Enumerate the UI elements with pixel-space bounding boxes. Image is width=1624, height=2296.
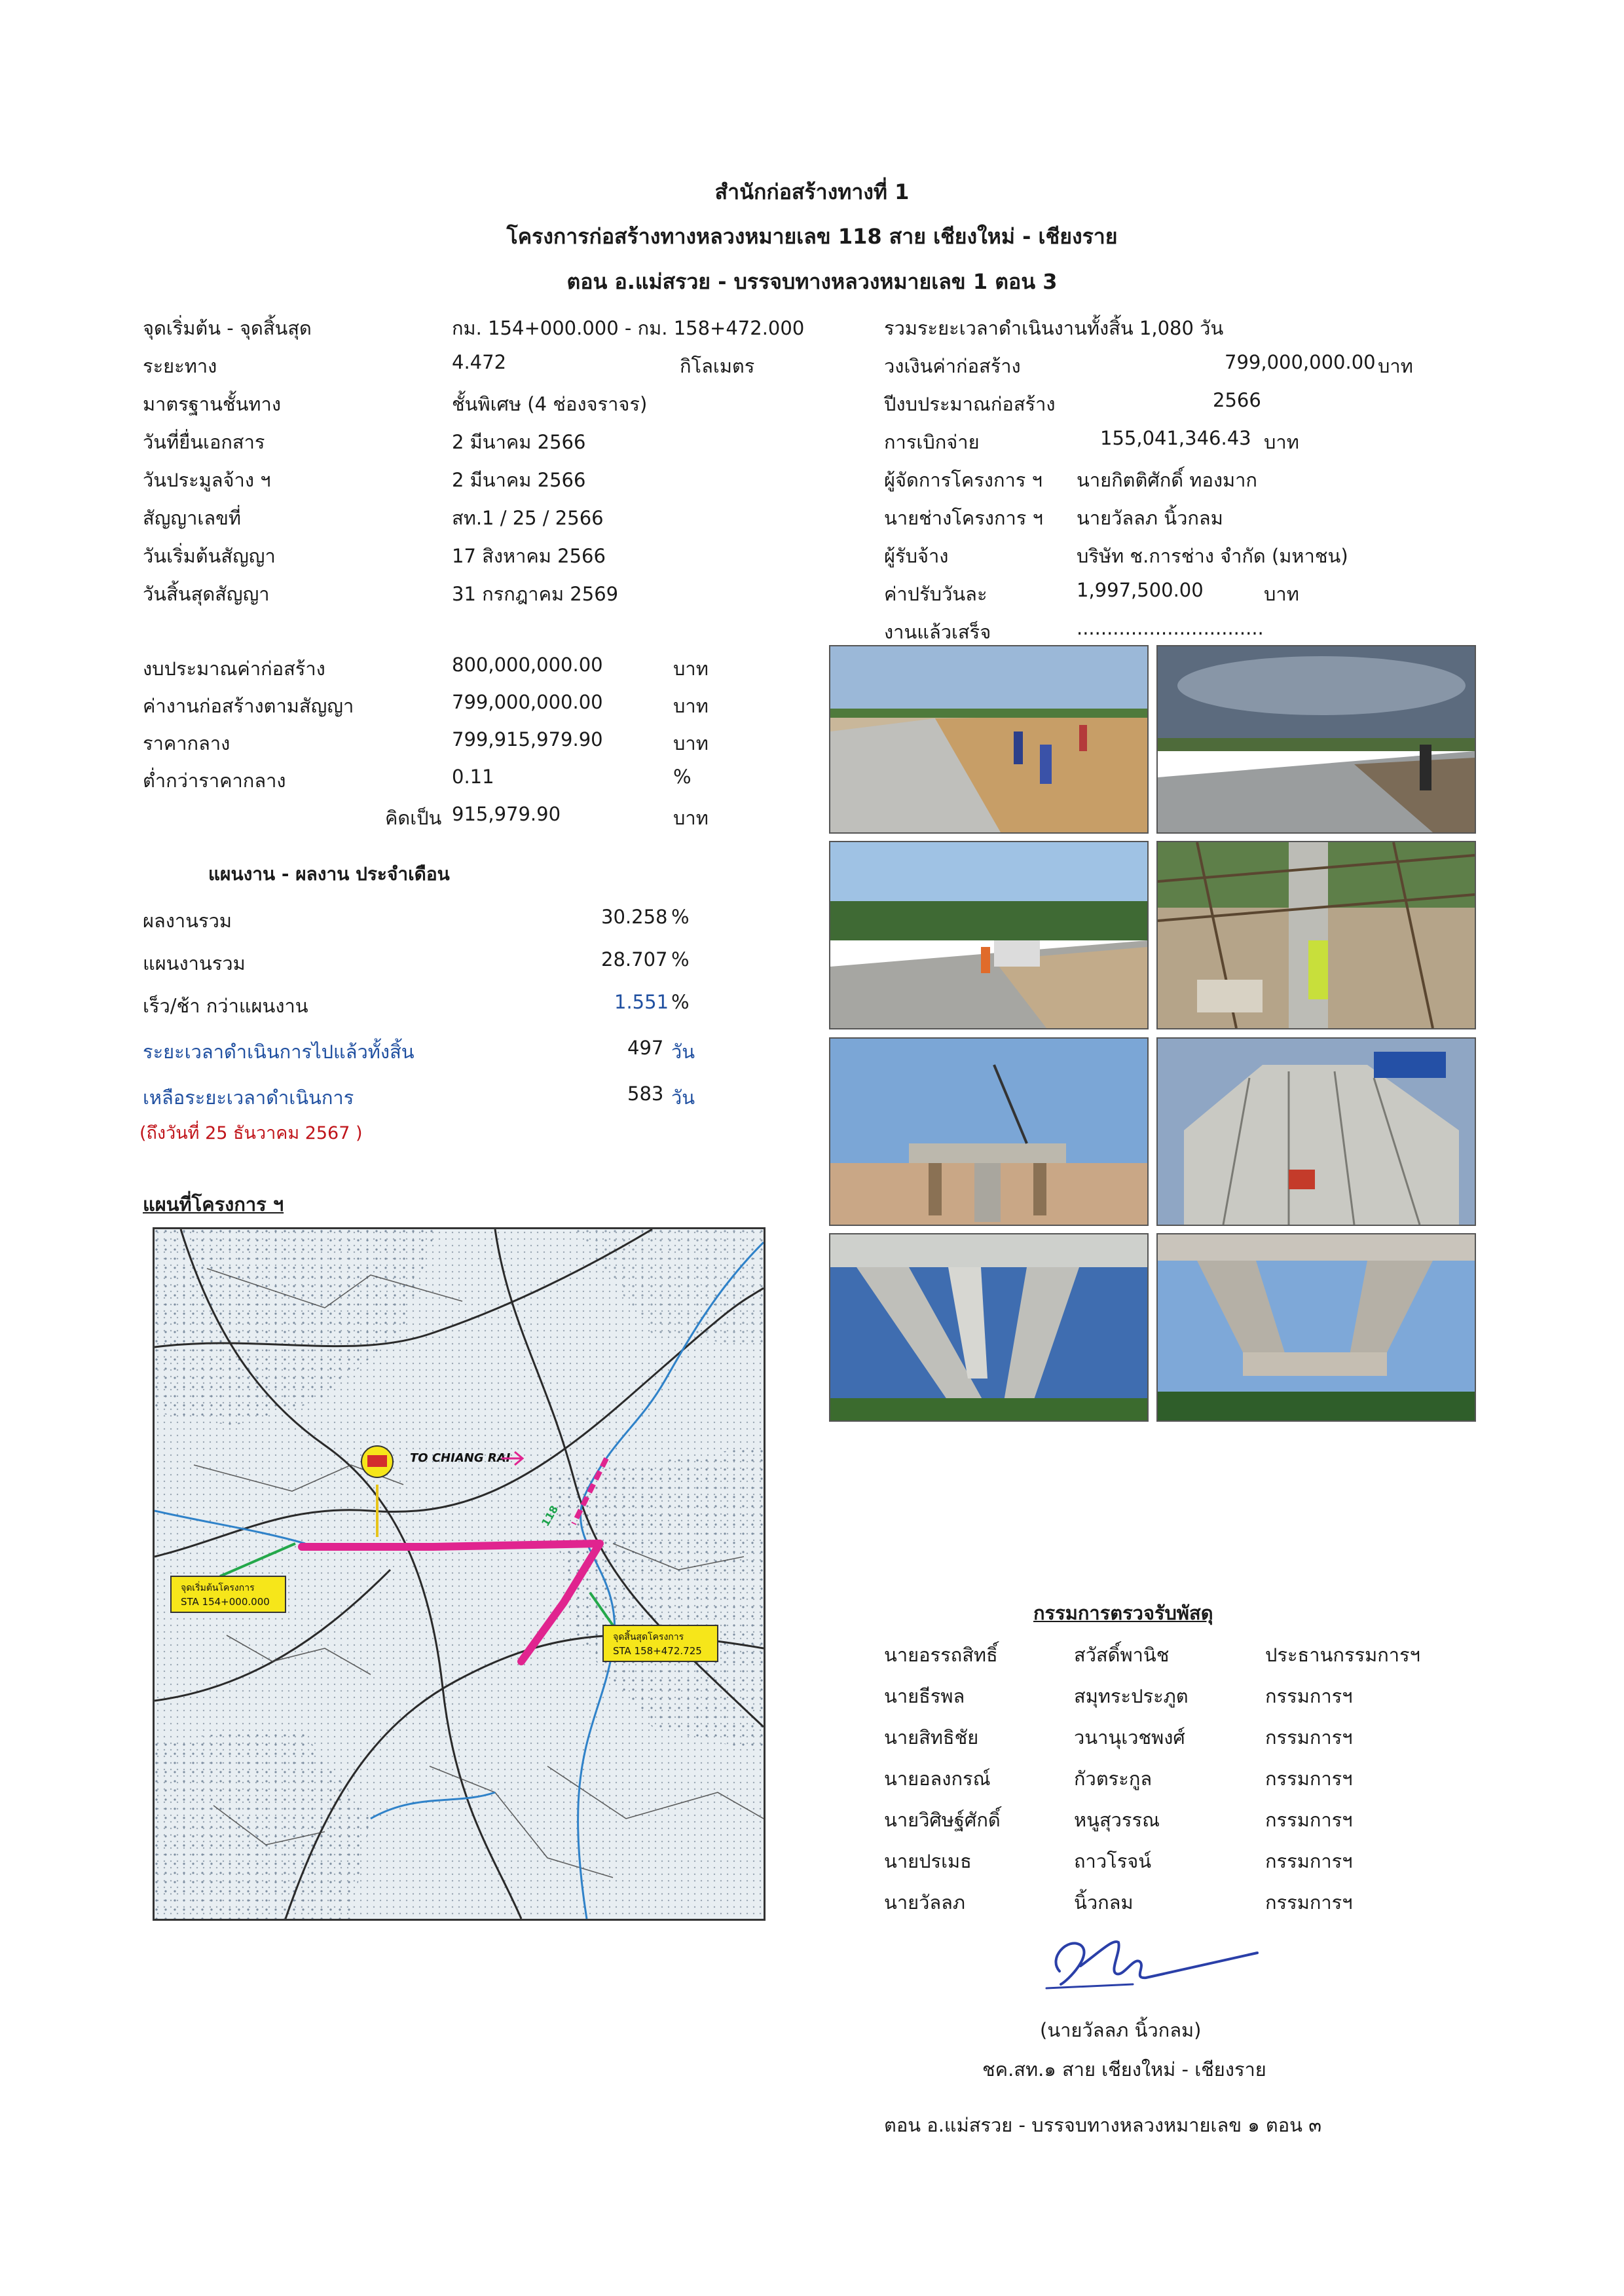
info-value: กม. 154+000.000 - กม. 158+472.000 bbox=[452, 317, 805, 339]
progress-label: เหลือระยะเวลาดำเนินการ bbox=[143, 1086, 354, 1109]
svg-text:จุดสิ้นสุดโครงการ: จุดสิ้นสุดโครงการ bbox=[613, 1632, 684, 1642]
info-label: ระยะทาง bbox=[143, 355, 217, 377]
info-value: นายกิตติศักดิ์ ทองมาก bbox=[1077, 469, 1257, 491]
info-label: วงเงินค่าก่อสร้าง bbox=[884, 355, 1021, 377]
progress-value: 583 bbox=[627, 1083, 664, 1105]
budget-unit: บาท bbox=[673, 657, 709, 680]
member-first-name: นายอรรถสิทธิ์ bbox=[884, 1644, 998, 1666]
budget-label: งบประมาณค่าก่อสร้าง bbox=[143, 657, 325, 680]
budget-value: 799,915,979.90 bbox=[452, 728, 603, 750]
info-value: ชั้นพิเศษ (4 ช่องจราจร) bbox=[452, 393, 648, 415]
info-value: สท.1 / 25 / 2566 bbox=[452, 507, 604, 529]
progress-value: 497 bbox=[627, 1037, 664, 1059]
signer-name: (นายวัลลภ นิ้วกลม) bbox=[1040, 2019, 1202, 2041]
member-role: กรรมการฯ bbox=[1265, 1685, 1353, 1707]
member-first-name: นายวัลลภ bbox=[884, 1891, 966, 1914]
handwritten-signature bbox=[1041, 1925, 1264, 1997]
info-value: นายวัลลภ นิ้วกลม bbox=[1077, 507, 1223, 529]
budget-unit: บาท bbox=[673, 732, 709, 754]
progress-unit: วัน bbox=[671, 1086, 695, 1109]
info-label: วันเริ่มต้นสัญญา bbox=[143, 545, 276, 567]
map-route-label: 118 bbox=[539, 1503, 561, 1528]
budget-label: คิดเป็น bbox=[385, 807, 442, 829]
member-first-name: นายวิศิษฐ์ศักดิ์ bbox=[884, 1809, 1001, 1831]
progress-label: เร็ว/ช้า กว่าแผนงาน bbox=[143, 995, 308, 1017]
info-value: 17 สิงหาคม 2566 bbox=[452, 545, 606, 567]
member-last-name: หนูสุวรรณ bbox=[1074, 1809, 1160, 1831]
info-value: บริษัท ช.การช่าง จำกัด (มหาชน) bbox=[1077, 545, 1348, 567]
member-first-name: นายอลงกรณ์ bbox=[884, 1768, 991, 1790]
progress-label: ผลงานรวม bbox=[143, 910, 232, 932]
svg-text:จุดเริ่มต้นโครงการ: จุดเริ่มต้นโครงการ bbox=[181, 1583, 255, 1593]
construction-photo bbox=[1156, 1037, 1476, 1226]
info-label: วันประมูลจ้าง ฯ bbox=[143, 469, 271, 491]
info-label: ผู้จัดการโครงการ ฯ bbox=[884, 469, 1043, 491]
budget-value: 800,000,000.00 bbox=[452, 654, 603, 676]
project-map bbox=[153, 1227, 766, 1921]
info-label: การเบิกจ่าย bbox=[884, 431, 980, 453]
info-unit: บาท bbox=[1264, 583, 1299, 605]
member-last-name: นิ้วกลม bbox=[1074, 1891, 1134, 1914]
budget-label: ค่างานก่อสร้างตามสัญญา bbox=[143, 695, 354, 717]
budget-unit: บาท bbox=[673, 695, 709, 717]
map-graphic bbox=[155, 1229, 764, 1919]
member-last-name: สมุทระประภูต bbox=[1074, 1685, 1189, 1707]
progress-value: 30.258 bbox=[601, 906, 668, 928]
info-label: รวมระยะเวลาดำเนินงานทั้งสิ้น 1,080 วัน bbox=[884, 317, 1224, 339]
info-label: งานแล้วเสร็จ bbox=[884, 621, 991, 643]
member-last-name: วนานุเวชพงศ์ bbox=[1074, 1726, 1185, 1749]
construction-photo bbox=[1156, 1233, 1476, 1422]
info-label: ค่าปรับวันละ bbox=[884, 583, 987, 605]
member-role: กรรมการฯ bbox=[1265, 1726, 1353, 1749]
map-end-marker bbox=[603, 1625, 718, 1661]
budget-unit: บาท bbox=[673, 807, 709, 829]
info-value: ............................... bbox=[1077, 617, 1264, 639]
construction-photo bbox=[1156, 841, 1476, 1029]
header-line-2: โครงการก่อสร้างทางหลวงหมายเลข 118 สาย เชียงใหม่ - เชียงราย bbox=[506, 224, 1118, 249]
info-label: ปีงบประมาณก่อสร้าง bbox=[884, 393, 1056, 415]
budget-label: ต่ำกว่าราคากลาง bbox=[143, 769, 286, 792]
member-role: กรรมการฯ bbox=[1265, 1891, 1353, 1914]
info-value: 4.472 bbox=[452, 351, 507, 373]
info-value: 155,041,346.43 bbox=[1100, 427, 1251, 449]
budget-value: 0.11 bbox=[452, 766, 494, 788]
progress-unit: % bbox=[671, 991, 690, 1013]
info-unit: บาท bbox=[1264, 431, 1299, 453]
construction-photo bbox=[829, 645, 1149, 834]
budget-label: ราคากลาง bbox=[143, 732, 231, 754]
committee-title: กรรมการตรวจรับพัสดุ bbox=[1033, 1602, 1213, 1624]
info-label: จุดเริ่มต้น - จุดสิ้นสุด bbox=[143, 317, 312, 339]
map-title: แผนที่โครงการ ฯ bbox=[143, 1193, 284, 1215]
member-first-name: นายปรเมธ bbox=[884, 1850, 972, 1872]
member-last-name: สวัสดิ์พานิช bbox=[1074, 1644, 1170, 1666]
info-value: 799,000,000.00 bbox=[1225, 351, 1376, 373]
progress-value: 1.551 bbox=[614, 991, 669, 1013]
as-of-date: (ถึงวันที่ 25 ธันวาคม 2567 ) bbox=[139, 1123, 363, 1143]
signer-position: ชค.สท.๑ สาย เชียงใหม่ - เชียงราย bbox=[982, 2058, 1266, 2081]
header-line-3: ตอน อ.แม่สรวย - บรรจบทางหลวงหมายเลข 1 ตอน 3 bbox=[566, 269, 1058, 294]
info-unit: บาท bbox=[1378, 355, 1413, 377]
member-first-name: นายธีรพล bbox=[884, 1685, 965, 1707]
construction-photo bbox=[829, 841, 1149, 1029]
info-label: ผู้รับจ้าง bbox=[884, 545, 949, 567]
member-role: กรรมการฯ bbox=[1265, 1850, 1353, 1872]
info-label: นายช่างโครงการ ฯ bbox=[884, 507, 1043, 529]
progress-unit: % bbox=[671, 906, 690, 928]
info-value: 2 มีนาคม 2566 bbox=[452, 431, 586, 453]
construction-photo bbox=[1156, 645, 1476, 834]
info-value: 2566 bbox=[1213, 389, 1261, 411]
progress-value: 28.707 bbox=[601, 948, 668, 971]
info-value: 31 กรกฎาคม 2569 bbox=[452, 583, 619, 605]
construction-photo bbox=[829, 1233, 1149, 1422]
budget-unit: % bbox=[673, 766, 692, 788]
progress-unit: % bbox=[671, 948, 690, 971]
member-role: กรรมการฯ bbox=[1265, 1768, 1353, 1790]
info-label: วันสิ้นสุดสัญญา bbox=[143, 583, 270, 605]
construction-photo bbox=[829, 1037, 1149, 1226]
info-value: 2 มีนาคม 2566 bbox=[452, 469, 586, 491]
member-last-name: ถาวโรจน์ bbox=[1074, 1850, 1152, 1872]
progress-label: ระยะเวลาดำเนินการไปแล้วทั้งสิ้น bbox=[143, 1041, 415, 1063]
member-last-name: กัวตระกูล bbox=[1074, 1768, 1153, 1790]
header-line-1: สำนักก่อสร้างทางที่ 1 bbox=[714, 179, 910, 204]
budget-value: 799,000,000.00 bbox=[452, 691, 603, 713]
budget-value: 915,979.90 bbox=[452, 803, 561, 825]
svg-text:STA 154+000.000: STA 154+000.000 bbox=[181, 1596, 270, 1608]
progress-unit: วัน bbox=[671, 1041, 695, 1063]
map-start-marker bbox=[171, 1576, 286, 1612]
info-label: มาตรฐานชั้นทาง bbox=[143, 393, 281, 415]
info-label: วันที่ยื่นเอกสาร bbox=[143, 431, 265, 453]
info-label: สัญญาเลขที่ bbox=[143, 507, 242, 529]
info-unit: กิโลเมตร bbox=[680, 355, 755, 377]
member-role: กรรมการฯ bbox=[1265, 1809, 1353, 1831]
progress-title: แผนงาน - ผลงาน ประจำเดือน bbox=[208, 863, 450, 885]
member-role: ประธานกรรมการฯ bbox=[1265, 1644, 1420, 1666]
member-first-name: นายสิทธิชัย bbox=[884, 1726, 979, 1749]
info-value: 1,997,500.00 bbox=[1077, 579, 1204, 601]
progress-label: แผนงานรวม bbox=[143, 952, 246, 974]
signer-section: ตอน อ.แม่สรวย - บรรจบทางหลวงหมายเลข ๑ ตอน ๓ bbox=[884, 2114, 1322, 2136]
svg-text:STA 158+472.725: STA 158+472.725 bbox=[613, 1645, 702, 1657]
map-direction-label: TO CHIANG RAI bbox=[410, 1451, 511, 1465]
